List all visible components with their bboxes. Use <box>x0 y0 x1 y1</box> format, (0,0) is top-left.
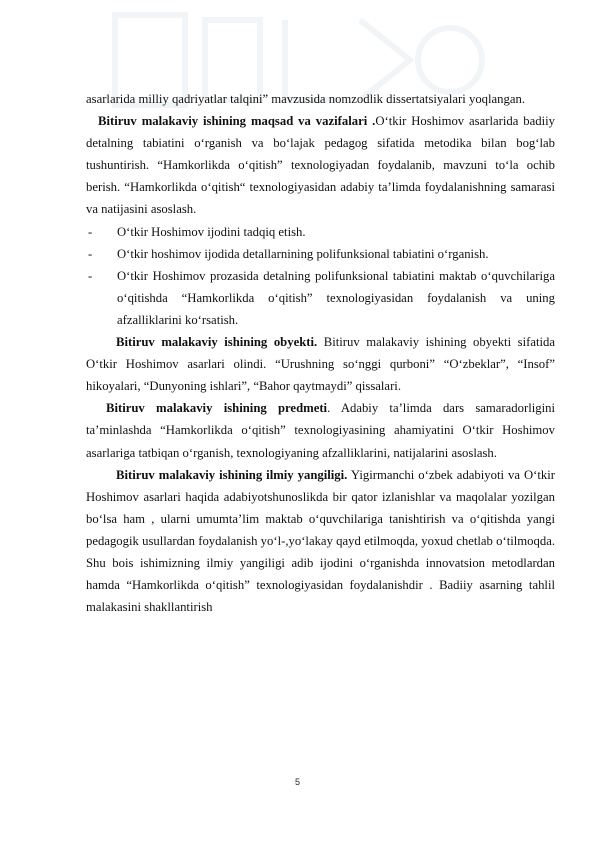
list-dash: - <box>88 246 93 261</box>
heading-novelty: Bitiruv malakaviy ishining ilmiy yangiligi. <box>116 467 348 482</box>
novelty-text: Yigirmanchi o‘zbek adabiyoti va O‘tkir Hoshimov asarlari haqida adabiyotshunoslikda bir qator izlanishlar va maqolalar yozilgan bo‘lsa ham , ularni umumta’lim maktab o‘quvchilariga tanishtirish va o‘qitishda yangi pedagogik usullardan foydalanish yo‘l-,yo‘lakay qayd etilmoqda, yoxud chetlab o‘tilmoqda. Shu bois ishimizning ilmiy yangiligi adib ijodini o‘rganishda innovatsion metodlardan hamda “Hamkorlikda o‘qitish” texnologiyasidan foydalanishdir . Badiiy asarning tahlil malakasini shakllantirish <box>86 467 555 615</box>
list-item <box>86 221 555 243</box>
list-item <box>86 265 555 331</box>
list-item-text: O‘tkir hoshimov ijodida detallarnining polifunksional tabiatini o‘rganish. <box>117 246 489 261</box>
list-dash: - <box>88 224 93 239</box>
list-dash: - <box>88 268 93 283</box>
heading-subject: Bitiruv malakaviy ishining predmeti <box>106 401 328 416</box>
heading-purpose: Bitiruv malakaviy ishining maqsad va vazifalari . <box>98 114 376 129</box>
list-item-text: O‘tkir Hoshimov prozasida detalning polifunksional tabiatini maktab o‘quvchilariga o‘qitishda “Hamkorlikda o‘qitish” texnologiyasidan foydalanish va uning afzalliklarini ko‘rsatish. <box>117 268 555 327</box>
paragraph-object <box>86 331 555 397</box>
page-number: 5 <box>294 777 300 787</box>
list-item <box>86 243 555 265</box>
task-list <box>86 221 555 331</box>
list-item-text: O‘tkir Hoshimov ijodini tadqiq etish. <box>117 224 306 239</box>
object-text: Bitiruv malakaviy ishining obyekti sifatida O‘tkir Hoshimov asarlari olindi. “Urushning so‘nggi qurboni” “O‘zbeklar”, “Insof” hikoyalari, “Dunyoning ishlari”, “Bahor qaytmaydi” qissalari. <box>86 335 555 394</box>
paragraph-novelty <box>86 464 555 619</box>
paragraph-1: asarlarida milliy qadriyatlar talqini” mavzusida nomzodlik dissertatsiyalari yoqlangan. <box>86 92 525 106</box>
paragraph-subject <box>86 397 555 463</box>
purpose-text: O‘tkir Hoshimov asarlarida badiiy detalning tabiatini o‘rganish va bo‘lajak pedagog sifatida metodika bilan bog‘lab tushuntirish. “Hamkorlikda o‘qitish” texnologiyadan foydalanib, mavzuni to‘la ochib berish. “Hamkorlikda o‘qitish“ texnologiyasidan adabiy ta’limda foydalanishning samarasi va natijasini asoslash. <box>86 114 555 217</box>
heading-object: Bitiruv malakaviy ishining obyekti. <box>116 335 318 350</box>
paragraph-purpose <box>86 110 555 220</box>
subject-text: . Adabiy ta’limda dars samaradorligini ta’minlashda “Hamkorlikda o‘qitish” texnologiyasining ahamiyatini O‘tkir Hoshimov asarlariga tatbiqan o‘rganish, texnologiyaning afzalliklarini, natijalarini asoslash. <box>86 401 555 460</box>
body-text <box>86 88 555 618</box>
